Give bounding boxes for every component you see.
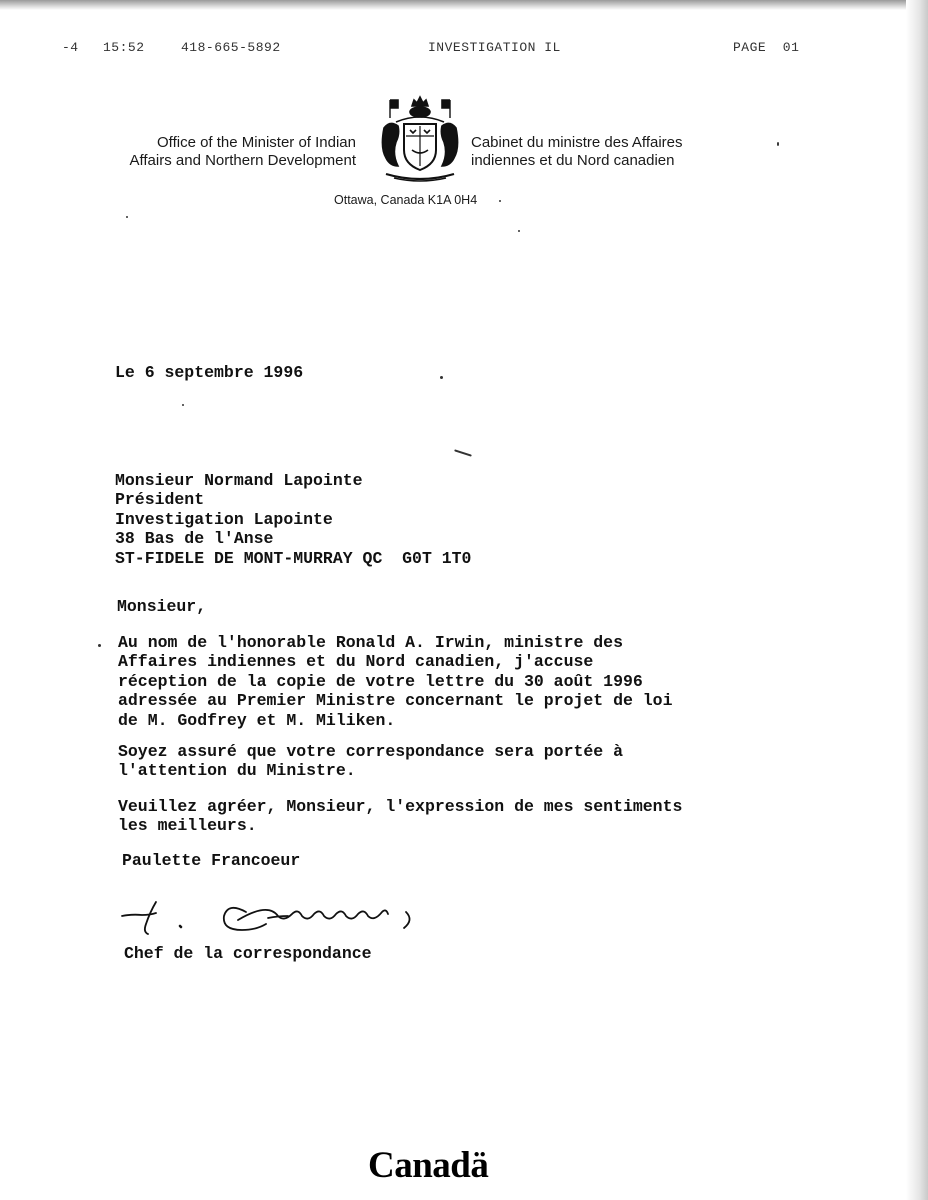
letterhead-french-line: Cabinet du ministre des Affaires (471, 134, 683, 151)
letterhead-english-line: Office of the Minister of Indian (157, 134, 356, 151)
scan-top-edge (0, 0, 928, 10)
scan-speck (777, 142, 779, 146)
letterhead-english (60, 134, 356, 170)
coat-of-arms-icon (376, 88, 464, 184)
paragraph-line: Veuillez agréer, Monsieur, l'expression de mes sentiments (118, 797, 683, 816)
letterhead-english-line: Affairs and Northern Development (129, 152, 356, 169)
fax-sender: INVESTIGATION IL (428, 40, 561, 55)
paragraph-line: réception de la copie de votre lettre du 30 août 1996 (118, 671, 643, 691)
paragraph-line: l'attention du Ministre. (118, 761, 356, 781)
fax-phone: 418-665-5892 (181, 40, 281, 55)
salutation: Monsieur, (117, 597, 207, 616)
handwritten-signature (118, 890, 438, 948)
fax-time: 15:52 (103, 40, 145, 55)
recipient-address (115, 471, 471, 568)
scan-speck (126, 216, 128, 218)
signer-name: Paulette Francoeur (122, 851, 301, 870)
paragraph-line: adressée au Premier Ministre concernant le projet de loi (118, 691, 673, 711)
address-line: Monsieur Normand Lapointe (115, 471, 363, 490)
paragraph-line: Affaires indiennes et du Nord canadien, j'accuse (118, 652, 594, 672)
address-line: ST-FIDELE DE MONT-MURRAY QC G0T 1T0 (115, 548, 472, 568)
scan-speck (98, 644, 101, 647)
paragraph-line: les meilleurs. (118, 816, 257, 836)
scan-speck (440, 376, 443, 379)
scan-speck (499, 200, 501, 202)
scan-speck (182, 404, 184, 406)
paragraph-line: de M. Godfrey et M. Miliken. (118, 710, 396, 730)
scan-speck (454, 449, 472, 456)
fax-page: PAGE 01 (733, 40, 800, 55)
paragraph-line: Soyez assuré que votre correspondance sera portée à (118, 742, 623, 761)
address-line: Investigation Lapointe (115, 509, 333, 529)
signer-title: Chef de la correspondance (124, 944, 372, 963)
letterhead-french (471, 134, 791, 170)
scan-speck (518, 230, 520, 232)
canada-wordmark: Canadä (368, 1145, 489, 1186)
body-paragraph-1 (118, 633, 673, 730)
body-paragraph-3 (118, 797, 682, 836)
letterhead-french-line: indiennes et du Nord canadien (471, 152, 675, 169)
address-line: Président (115, 490, 205, 510)
letter-date: Le 6 septembre 1996 (115, 363, 304, 382)
scan-right-edge (906, 0, 928, 1200)
body-paragraph-2 (118, 742, 623, 781)
fax-prefix: -4 (62, 40, 79, 55)
letterhead-city: Ottawa, Canada K1A 0H4 (334, 193, 478, 207)
address-line: 38 Bas de l'Anse (115, 529, 274, 549)
paragraph-line: Au nom de l'honorable Ronald A. Irwin, ministre des (118, 633, 623, 652)
